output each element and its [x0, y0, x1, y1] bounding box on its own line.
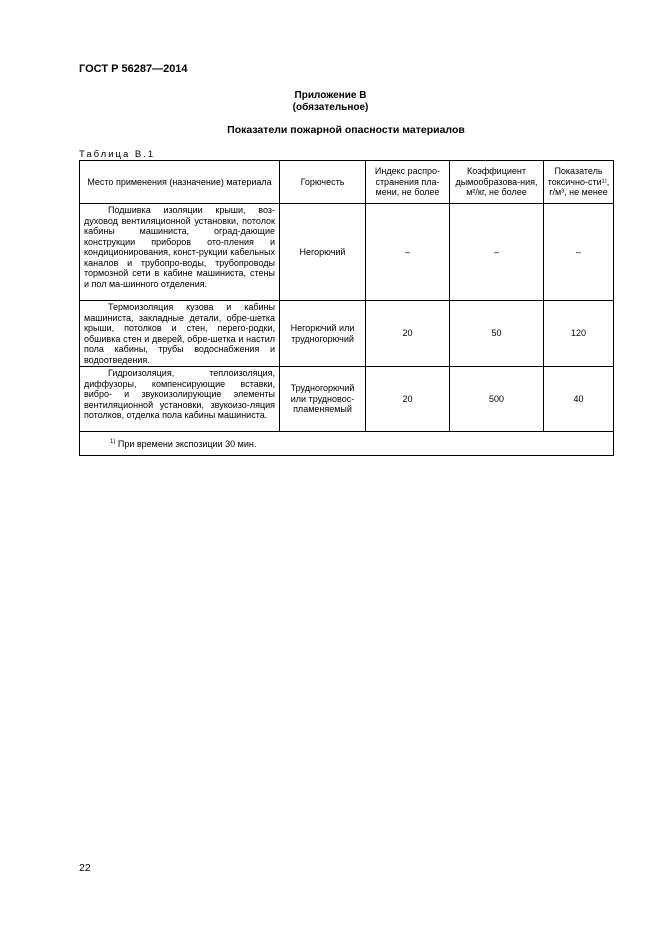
document-code: ГОСТ Р 56287—2014: [79, 63, 188, 75]
cell-smoke: 500: [450, 367, 544, 432]
cell-toxicity: 120: [544, 301, 614, 367]
header-place: Место применения (назначение) материала: [80, 161, 280, 204]
appendix-label: Приложение В: [294, 90, 367, 101]
header-flammability: Горючесть: [280, 161, 366, 204]
table-row: [80, 301, 614, 367]
header-smoke-coefficient: Коэффициент дымообразова-ния, м²/кг, не более: [450, 161, 544, 204]
header-flame-index: Индекс распро-странения пла-мени, не более: [366, 161, 450, 204]
cell-flammability: Трудногорючий или трудновос-пламеняемый: [280, 367, 366, 432]
table-row: [80, 367, 614, 432]
cell-flame-index: 20: [366, 367, 450, 432]
table-header-row: [80, 161, 614, 204]
table-footnote-row: [80, 432, 614, 456]
cell-smoke: 50: [450, 301, 544, 367]
cell-toxicity: 40: [544, 367, 614, 432]
cell-flame-index: –: [366, 204, 450, 301]
header-toxicity: Показатель токсично-сти¹⁾, г/м³, не менее: [544, 161, 614, 204]
footnote-text: При времени экспозиции 30 мин.: [117, 439, 257, 450]
appendix-heading: [0, 90, 661, 114]
cell-flammability: Негорючий: [280, 204, 366, 301]
cell-flame-index: 20: [366, 301, 450, 367]
section-title: Показатели пожарной опасности материалов: [227, 124, 465, 136]
table-caption: Таблица В.1: [79, 149, 156, 160]
cell-flammability: Негорючий или трудногорючий: [280, 301, 366, 367]
cell-place: Термоизоляция кузова и кабины машиниста, закладные детали, обре-шетка крыши, потолков и стен, перего-родки, обшивка стен и дверей, обре-шетка и настил пола кабины, трубы водоснабжения и водоотведения.: [80, 301, 280, 367]
cell-place: Гидроизоляция, теплоизоляция, диффузоры, компенсирующие вставки, вибро- и звукоизолирующие элементы вентиляционной установки, звукоизо-ляция потолков, отделка пола кабины машиниста.: [80, 367, 280, 432]
cell-toxicity: –: [544, 204, 614, 301]
page-number: 22: [79, 862, 91, 874]
cell-smoke: –: [450, 204, 544, 301]
fire-hazard-table: [79, 160, 614, 456]
footnote-mark: 1): [110, 439, 116, 446]
appendix-status: (обязательное): [292, 102, 369, 113]
table-row: [80, 204, 614, 301]
cell-place: Подшивка изоляции крыши, воз-духовод вентиляционной установки, потолок кабины машиниста, оград-дающие конструкции приборов ото-пления и кондиционирования, конст-рукции кабельных каналов и трубопро-воды, трубопроводы тормозной сети в кабине машиниста, стены и пол ма-шинного отделения.: [80, 204, 280, 301]
table-footnote: [80, 432, 614, 456]
